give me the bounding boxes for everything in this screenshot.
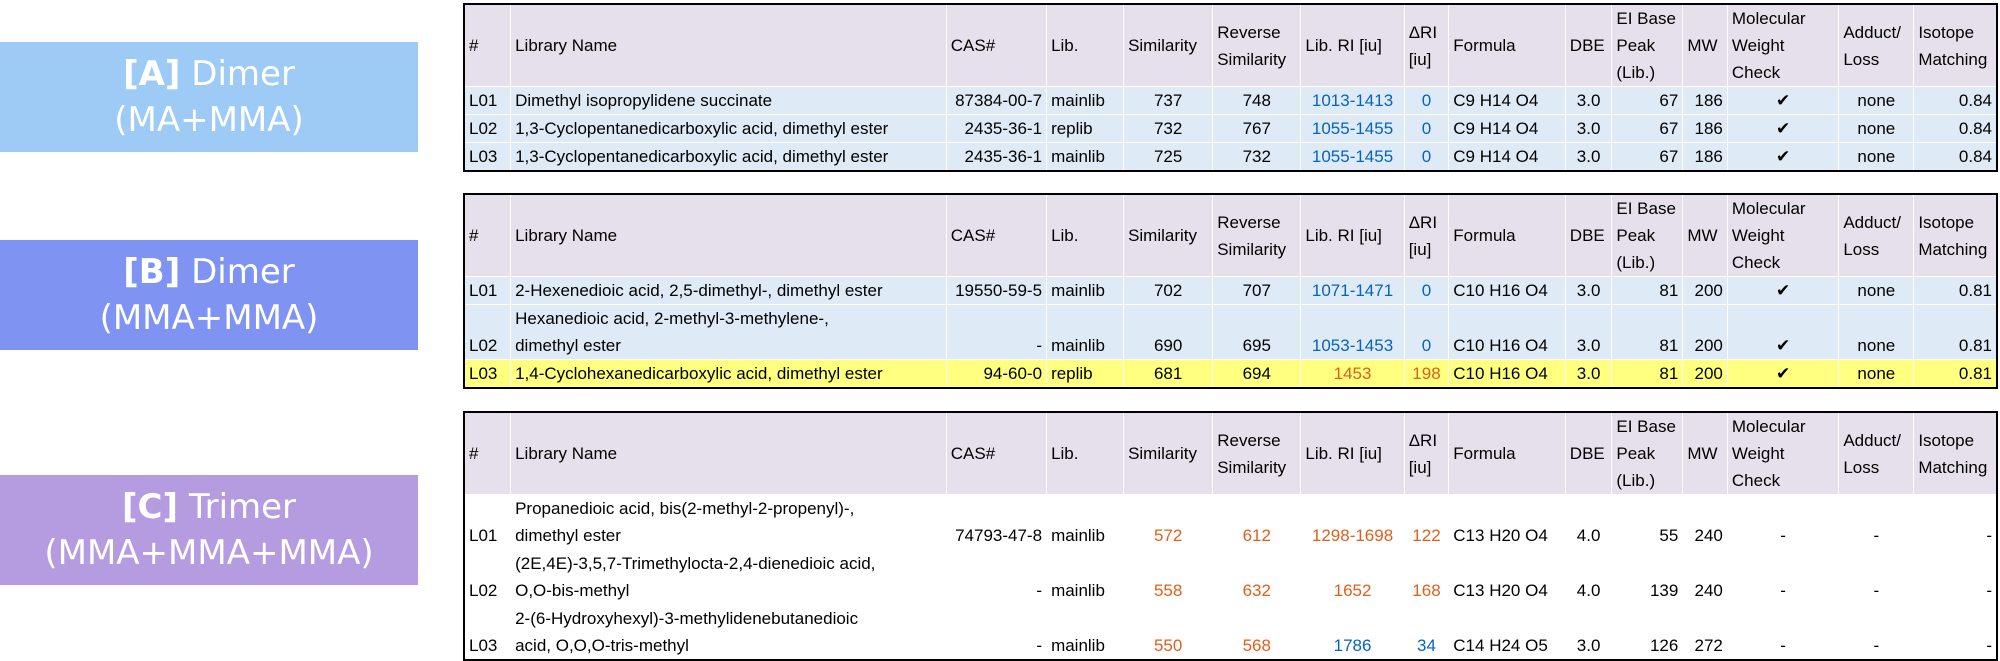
hdr-dri-2: [iu] [1408, 239, 1432, 259]
col-mw-check [1727, 412, 1838, 495]
results-table-a [463, 3, 1998, 172]
check-icon: ✔ [1727, 305, 1838, 360]
ei-base-peak: 139 [1612, 550, 1683, 605]
col-similarity: Similarity [1124, 412, 1213, 495]
mw: 186 [1683, 143, 1728, 172]
adduct-loss: none [1839, 305, 1914, 360]
library-name-line1: (2E,4E)-3,5,7-Trimethylocta-2,4-dienedioic acid, [515, 554, 876, 573]
label-b-sub: (MMA+MMA) [99, 298, 319, 338]
col-dbe: DBE [1565, 4, 1612, 87]
formula: C13 H20 O4 [1449, 550, 1566, 605]
isotope-matching: 0.81 [1914, 360, 1997, 389]
lib-ri: 1055-1455 [1301, 115, 1404, 143]
hdr-mwc-3: Check [1731, 63, 1781, 82]
hdr-mwc-1: Molecular [1731, 417, 1806, 436]
mw: 186 [1683, 87, 1728, 115]
hdr-mwc-1: Molecular [1731, 199, 1806, 218]
col-library-name: Library Name [511, 4, 947, 87]
hdr-dri-1: ΔRI [1408, 212, 1438, 232]
col-num: # [464, 4, 511, 87]
hdr-rev-2: Similarity [1217, 239, 1287, 259]
adduct-loss: none [1839, 143, 1914, 172]
check-icon: ✔ [1727, 360, 1838, 389]
library: mainlib [1047, 143, 1124, 172]
isotope-matching: - [1914, 495, 1997, 550]
ei-base-peak: 67 [1612, 87, 1683, 115]
delta-ri: 198 [1404, 360, 1449, 389]
library: mainlib [1047, 305, 1124, 360]
table-row [464, 495, 1997, 550]
delta-ri: 0 [1404, 115, 1449, 143]
lib-ri: 1652 [1301, 550, 1404, 605]
cas-number: 74793-47-8 [946, 495, 1046, 550]
mw: 240 [1683, 495, 1728, 550]
adduct-loss: none [1839, 277, 1914, 305]
label-a-kind: Dimer [191, 54, 295, 94]
hdr-add-1: Adduct/ [1843, 22, 1901, 42]
library-name-line2: O,O-bis-methyl [515, 581, 630, 600]
similarity: 572 [1124, 495, 1213, 550]
row-id: L02 [464, 305, 511, 360]
ei-base-peak: 67 [1612, 115, 1683, 143]
dbe: 3.0 [1565, 143, 1612, 172]
hdr-mwc-3: Check [1731, 253, 1781, 272]
library: mainlib [1047, 277, 1124, 305]
col-mw: MW [1683, 4, 1728, 87]
hdr-mwc-3: Check [1731, 471, 1781, 490]
hdr-ei-2: Peak [1616, 226, 1656, 245]
col-mw-check [1727, 194, 1838, 277]
library-name: Dimethyl isopropylidene succinate [511, 87, 947, 115]
lib-ri: 1071-1471 [1301, 277, 1404, 305]
col-adduct-loss [1839, 4, 1914, 87]
mw: 200 [1683, 277, 1728, 305]
library: replib [1047, 115, 1124, 143]
results-table-b [463, 193, 1998, 389]
col-formula: Formula [1449, 4, 1566, 87]
reverse-similarity: 632 [1213, 550, 1301, 605]
hdr-add-1: Adduct/ [1843, 430, 1901, 450]
adduct-loss: - [1839, 605, 1914, 661]
mw: 186 [1683, 115, 1728, 143]
section-label-b [0, 240, 418, 350]
col-lib-ri: Lib. RI [iu] [1301, 194, 1404, 277]
hdr-dri-2: [iu] [1408, 457, 1432, 477]
mw: 272 [1683, 605, 1728, 661]
cas-number: 2435-36-1 [946, 115, 1046, 143]
table-c-header-row [464, 412, 1997, 495]
col-formula: Formula [1449, 412, 1566, 495]
col-lib: Lib. [1047, 194, 1124, 277]
col-lib: Lib. [1047, 412, 1124, 495]
col-reverse-similarity [1213, 194, 1301, 277]
hdr-mwc-2: Weight [1731, 444, 1785, 463]
col-ei-base-peak [1612, 4, 1683, 87]
isotope-matching: 0.81 [1914, 277, 1997, 305]
col-mw-check [1727, 4, 1838, 87]
mw: 200 [1683, 305, 1728, 360]
reverse-similarity: 748 [1213, 87, 1301, 115]
dbe: 4.0 [1565, 550, 1612, 605]
dbe: 3.0 [1565, 305, 1612, 360]
ei-base-peak: 81 [1612, 360, 1683, 389]
table-b-header-row [464, 194, 1997, 277]
hdr-dri-1: ΔRI [1408, 22, 1438, 42]
similarity: 681 [1124, 360, 1213, 389]
delta-ri: 34 [1404, 605, 1449, 661]
col-isotope-matching [1914, 194, 1997, 277]
col-dbe: DBE [1565, 194, 1612, 277]
row-id: L03 [464, 360, 511, 389]
library-name-line1: 2-(6-Hydroxyhexyl)-3-methylidenebutanedioic [515, 609, 859, 628]
library: mainlib [1047, 495, 1124, 550]
cas-number: 94-60-0 [946, 360, 1046, 389]
col-adduct-loss [1839, 412, 1914, 495]
label-a-tag: [A] [123, 54, 181, 94]
hdr-ei-1: EI Base [1616, 199, 1676, 218]
library-name: 2-Hexenedioic acid, 2,5-dimethyl-, dimethyl ester [511, 277, 947, 305]
hdr-iso-2: Matching [1918, 49, 1988, 69]
hdr-iso-1: Isotope [1918, 22, 1975, 42]
isotope-matching: 0.84 [1914, 143, 1997, 172]
cas-number: - [946, 305, 1046, 360]
col-adduct-loss [1839, 194, 1914, 277]
lib-ri: 1453 [1301, 360, 1404, 389]
delta-ri: 0 [1404, 305, 1449, 360]
label-a-title [123, 51, 295, 97]
cas-number: 19550-59-5 [946, 277, 1046, 305]
col-isotope-matching [1914, 412, 1997, 495]
hdr-iso-2: Matching [1918, 457, 1988, 477]
row-id: L01 [464, 495, 511, 550]
similarity: 690 [1124, 305, 1213, 360]
section-label-c [0, 475, 418, 585]
library: mainlib [1047, 605, 1124, 661]
cas-number: - [946, 550, 1046, 605]
formula: C14 H24 O5 [1449, 605, 1566, 661]
hdr-ei-2: Peak [1616, 444, 1656, 463]
hdr-ei-1: EI Base [1616, 417, 1676, 436]
reverse-similarity: 707 [1213, 277, 1301, 305]
col-lib: Lib. [1047, 4, 1124, 87]
table-row [464, 550, 1997, 605]
mw-check: - [1727, 605, 1838, 661]
ei-base-peak: 67 [1612, 143, 1683, 172]
formula: C9 H14 O4 [1449, 143, 1566, 172]
isotope-matching: 0.81 [1914, 305, 1997, 360]
col-delta-ri [1404, 194, 1449, 277]
hdr-add-1: Adduct/ [1843, 212, 1901, 232]
library: mainlib [1047, 550, 1124, 605]
cas-number: - [946, 605, 1046, 661]
ei-base-peak: 81 [1612, 305, 1683, 360]
row-id: L03 [464, 143, 511, 172]
col-isotope-matching [1914, 4, 1997, 87]
similarity: 732 [1124, 115, 1213, 143]
dbe: 3.0 [1565, 87, 1612, 115]
dbe: 3.0 [1565, 360, 1612, 389]
formula: C13 H20 O4 [1449, 495, 1566, 550]
adduct-loss: - [1839, 495, 1914, 550]
col-formula: Formula [1449, 194, 1566, 277]
hdr-rev-1: Reverse [1217, 430, 1281, 450]
row-id: L01 [464, 87, 511, 115]
hdr-ei-3: (Lib.) [1616, 63, 1656, 82]
hdr-add-2: Loss [1843, 457, 1880, 477]
col-lib-ri: Lib. RI [iu] [1301, 4, 1404, 87]
formula: C10 H16 O4 [1449, 305, 1566, 360]
formula: C9 H14 O4 [1449, 87, 1566, 115]
table-row [464, 143, 1997, 172]
mw: 200 [1683, 360, 1728, 389]
delta-ri: 122 [1404, 495, 1449, 550]
hdr-ei-3: (Lib.) [1616, 253, 1656, 272]
library-name-line2: dimethyl ester [515, 336, 621, 355]
ei-base-peak: 55 [1612, 495, 1683, 550]
delta-ri: 0 [1404, 87, 1449, 115]
col-lib-ri: Lib. RI [iu] [1301, 412, 1404, 495]
lib-ri: 1053-1453 [1301, 305, 1404, 360]
row-id: L01 [464, 277, 511, 305]
label-c-tag: [C] [121, 487, 178, 527]
row-id: L02 [464, 550, 511, 605]
table-row-highlighted [464, 360, 1997, 389]
cas-number: 87384-00-7 [946, 87, 1046, 115]
col-num: # [464, 194, 511, 277]
library-name: 1,3-Cyclopentanedicarboxylic acid, dimethyl ester [511, 115, 947, 143]
check-icon: ✔ [1727, 87, 1838, 115]
col-delta-ri [1404, 412, 1449, 495]
library-name: 1,3-Cyclopentanedicarboxylic acid, dimethyl ester [511, 143, 947, 172]
col-mw: MW [1683, 412, 1728, 495]
check-icon: ✔ [1727, 143, 1838, 172]
formula: C9 H14 O4 [1449, 115, 1566, 143]
reverse-similarity: 732 [1213, 143, 1301, 172]
hdr-ei-3: (Lib.) [1616, 471, 1656, 490]
similarity: 550 [1124, 605, 1213, 661]
library-name-line2: dimethyl ester [515, 526, 621, 545]
col-library-name: Library Name [511, 412, 947, 495]
lib-ri: 1298-1698 [1301, 495, 1404, 550]
library-name [511, 605, 947, 661]
hdr-rev-1: Reverse [1217, 22, 1281, 42]
isotope-matching: - [1914, 605, 1997, 661]
adduct-loss: none [1839, 360, 1914, 389]
similarity: 558 [1124, 550, 1213, 605]
col-cas: CAS# [946, 412, 1046, 495]
cas-number: 2435-36-1 [946, 143, 1046, 172]
col-similarity: Similarity [1124, 194, 1213, 277]
delta-ri: 168 [1404, 550, 1449, 605]
label-c-kind: Trimer [188, 487, 297, 527]
hdr-dri-2: [iu] [1408, 49, 1432, 69]
isotope-matching: 0.84 [1914, 115, 1997, 143]
col-cas: CAS# [946, 194, 1046, 277]
adduct-loss: none [1839, 87, 1914, 115]
table-row [464, 87, 1997, 115]
delta-ri: 0 [1404, 277, 1449, 305]
similarity: 702 [1124, 277, 1213, 305]
dbe: 3.0 [1565, 277, 1612, 305]
table-a-header-row [464, 4, 1997, 87]
label-c-title [122, 484, 296, 530]
ei-base-peak: 126 [1612, 605, 1683, 661]
adduct-loss: none [1839, 115, 1914, 143]
mw-check: - [1727, 550, 1838, 605]
library-name [511, 495, 947, 550]
delta-ri: 0 [1404, 143, 1449, 172]
dbe: 4.0 [1565, 495, 1612, 550]
library-name [511, 305, 947, 360]
library-name-line1: Propanedioic acid, bis(2-methyl-2-propenyl)-, [515, 499, 855, 518]
col-similarity: Similarity [1124, 4, 1213, 87]
table-row [464, 115, 1997, 143]
reverse-similarity: 695 [1213, 305, 1301, 360]
col-dbe: DBE [1565, 412, 1612, 495]
label-b-tag: [B] [123, 252, 181, 292]
library: mainlib [1047, 87, 1124, 115]
lib-ri: 1786 [1301, 605, 1404, 661]
col-reverse-similarity [1213, 4, 1301, 87]
table-row [464, 605, 1997, 661]
library-name-line2: acid, O,O,O-tris-methyl [515, 636, 689, 655]
hdr-mwc-2: Weight [1731, 36, 1785, 55]
hdr-rev-2: Similarity [1217, 49, 1287, 69]
label-a-sub: (MA+MMA) [114, 100, 304, 140]
hdr-ei-1: EI Base [1616, 9, 1676, 28]
hdr-rev-2: Similarity [1217, 457, 1287, 477]
table-row [464, 277, 1997, 305]
label-b-kind: Dimer [191, 252, 295, 292]
mw: 240 [1683, 550, 1728, 605]
library-name: 1,4-Cyclohexanedicarboxylic acid, dimethyl ester [511, 360, 947, 389]
adduct-loss: - [1839, 550, 1914, 605]
hdr-ei-2: Peak [1616, 36, 1656, 55]
label-b-title [123, 249, 294, 295]
library: replib [1047, 360, 1124, 389]
isotope-matching: - [1914, 550, 1997, 605]
library-name-line1: Hexanedioic acid, 2-methyl-3-methylene-, [515, 309, 829, 328]
col-ei-base-peak [1612, 194, 1683, 277]
dbe: 3.0 [1565, 115, 1612, 143]
hdr-add-2: Loss [1843, 49, 1880, 69]
row-id: L03 [464, 605, 511, 661]
col-reverse-similarity [1213, 412, 1301, 495]
results-table-c [463, 411, 1998, 661]
similarity: 737 [1124, 87, 1213, 115]
mw-check: - [1727, 495, 1838, 550]
dbe: 3.0 [1565, 605, 1612, 661]
col-ei-base-peak [1612, 412, 1683, 495]
hdr-mwc-2: Weight [1731, 226, 1785, 245]
lib-ri: 1013-1413 [1301, 87, 1404, 115]
col-library-name: Library Name [511, 194, 947, 277]
ei-base-peak: 81 [1612, 277, 1683, 305]
lib-ri: 1055-1455 [1301, 143, 1404, 172]
reverse-similarity: 767 [1213, 115, 1301, 143]
similarity: 725 [1124, 143, 1213, 172]
col-mw: MW [1683, 194, 1728, 277]
section-label-a [0, 42, 418, 152]
hdr-dri-1: ΔRI [1408, 430, 1438, 450]
library-name [511, 550, 947, 605]
hdr-iso-1: Isotope [1918, 212, 1975, 232]
check-icon: ✔ [1727, 277, 1838, 305]
col-cas: CAS# [946, 4, 1046, 87]
reverse-similarity: 612 [1213, 495, 1301, 550]
label-c-sub: (MMA+MMA+MMA) [44, 533, 374, 573]
col-delta-ri [1404, 4, 1449, 87]
reverse-similarity: 568 [1213, 605, 1301, 661]
isotope-matching: 0.84 [1914, 87, 1997, 115]
hdr-add-2: Loss [1843, 239, 1880, 259]
col-num: # [464, 412, 511, 495]
table-row [464, 305, 1997, 360]
hdr-iso-1: Isotope [1918, 430, 1975, 450]
hdr-iso-2: Matching [1918, 239, 1988, 259]
row-id: L02 [464, 115, 511, 143]
formula: C10 H16 O4 [1449, 360, 1566, 389]
check-icon: ✔ [1727, 115, 1838, 143]
hdr-rev-1: Reverse [1217, 212, 1281, 232]
hdr-mwc-1: Molecular [1731, 9, 1806, 28]
reverse-similarity: 694 [1213, 360, 1301, 389]
formula: C10 H16 O4 [1449, 277, 1566, 305]
